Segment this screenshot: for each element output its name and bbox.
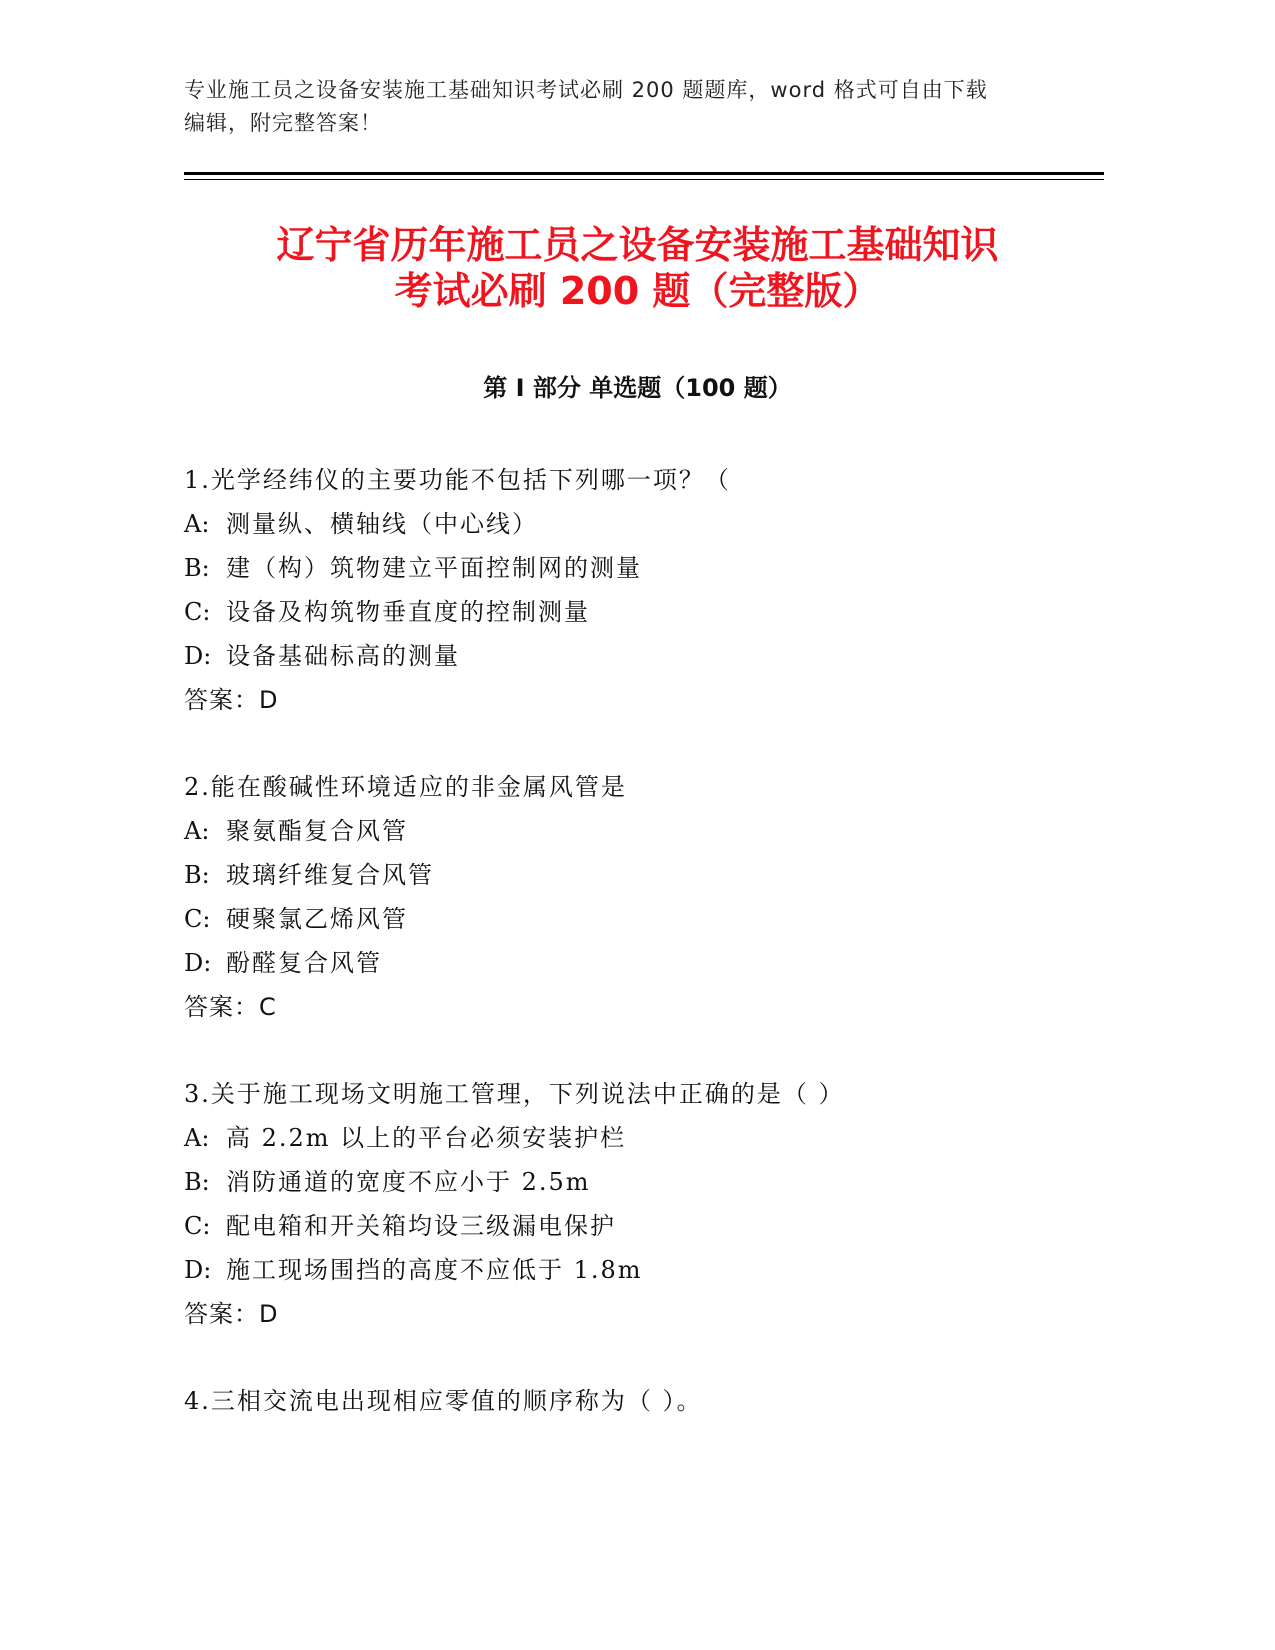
option-text: 消防通道的宽度不应小于 2.5m [226,1168,591,1196]
option-text: 硬聚氯乙烯风管 [226,905,408,933]
question-answer: 答案：C [184,993,277,1021]
option-letter: B: [184,861,210,889]
document-title-line2: 考试必刷 200 题（完整版） [394,269,881,313]
question-stem: 2.能在酸碱性环境适应的非金属风管是 [184,773,627,801]
option-letter: A: [184,817,210,845]
section-heading: 第 I 部分 单选题（100 题） [483,374,792,402]
question-option [184,809,1104,853]
question-block [184,458,1104,722]
question-option [184,1116,1104,1160]
question-block [184,765,1104,1029]
option-text: 设备基础标高的测量 [226,642,460,670]
document-title [150,222,1125,314]
option-text: 聚氨酯复合风管 [226,817,408,845]
option-text: 玻璃纤维复合风管 [226,861,434,889]
option-text: 施工现场围挡的高度不应低于 1.8m [226,1256,643,1284]
option-text: 酚醛复合风管 [226,949,382,977]
question-option [184,897,1104,941]
question-option [184,853,1104,897]
question-stem: 4.三相交流电出现相应零值的顺序称为（ ）。 [184,1387,703,1415]
question-option [184,1248,1104,1292]
document-title-line1: 辽宁省历年施工员之设备安装施工基础知识 [276,223,999,267]
option-letter: A: [184,510,210,538]
question-option [184,1160,1104,1204]
header-rule-thin [184,179,1104,180]
option-text: 配电箱和开关箱均设三级漏电保护 [226,1212,616,1240]
question-stem: 1.光学经纬仪的主要功能不包括下列哪一项？（ [184,466,731,494]
option-letter: C: [184,905,211,933]
option-letter: B: [184,554,210,582]
question-option [184,1204,1104,1248]
question-stem: 3.关于施工现场文明施工管理，下列说法中正确的是（ ） [184,1080,845,1108]
question-option [184,941,1104,985]
header-note-line1: 专业施工员之设备安装施工基础知识考试必刷 200 题题库，word 格式可自由下载 [184,78,988,102]
option-letter: D: [184,642,212,670]
header-note-line2: 编辑，附完整答案！ [184,111,382,135]
option-letter: C: [184,1212,211,1240]
option-letter: C: [184,598,211,626]
question-answer: 答案：D [184,686,279,714]
question-option [184,502,1104,546]
option-text: 高 2.2m 以上的平台必须安装护栏 [226,1124,627,1152]
option-text: 测量纵、横轴线（中心线） [226,510,538,538]
question-answer: 答案：D [184,1300,279,1328]
option-letter: D: [184,949,212,977]
header-note [184,74,1084,140]
question-option [184,590,1104,634]
question-block [184,1072,1104,1336]
option-text: 建（构）筑物建立平面控制网的测量 [226,554,642,582]
option-letter: D: [184,1256,212,1284]
question-list [184,458,1104,1466]
option-letter: B: [184,1168,210,1196]
option-text: 设备及构筑物垂直度的控制测量 [226,598,590,626]
question-option [184,546,1104,590]
option-letter: A: [184,1124,210,1152]
question-option [184,634,1104,678]
question-block [184,1379,1104,1423]
header-rule-thick [184,172,1104,175]
